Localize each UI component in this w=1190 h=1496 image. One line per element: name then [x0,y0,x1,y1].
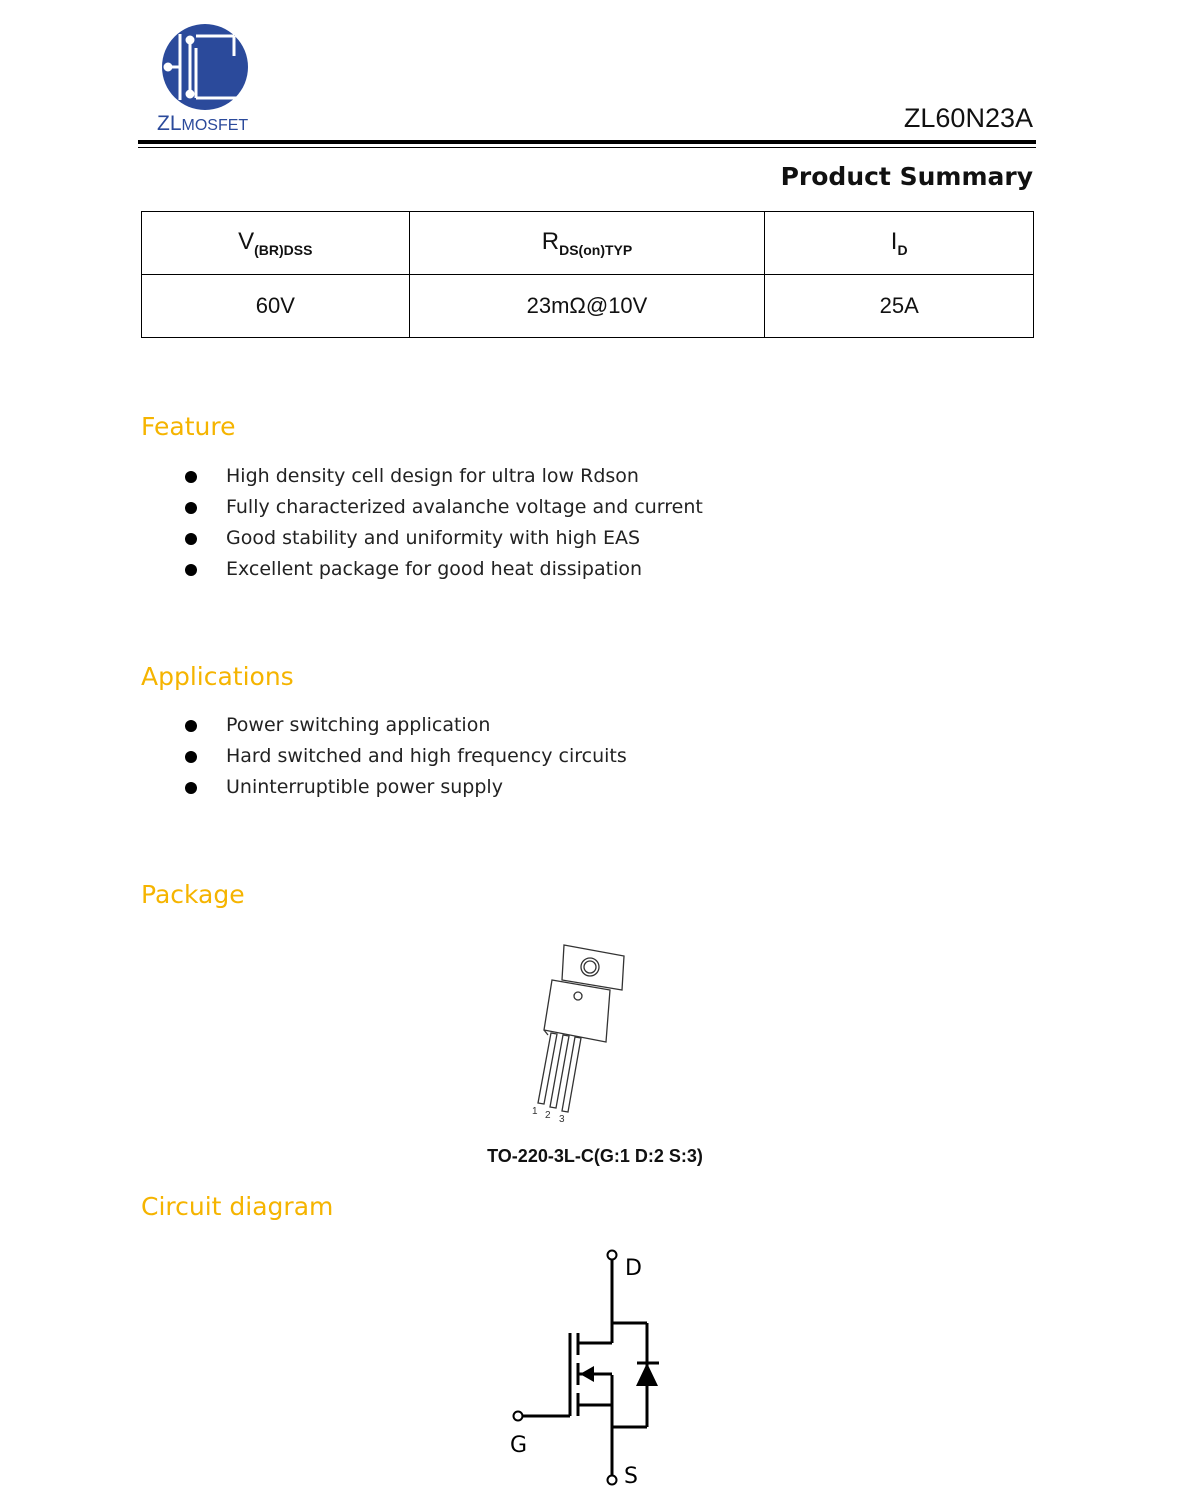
header-rule-thick [138,140,1036,144]
part-number: ZL60N23A [903,103,1033,133]
circuit-diagram-title: Circuit diagram [141,1192,334,1221]
value-cell-vbrdss: 60V [142,275,410,338]
logo-text-big: ZL [157,112,182,135]
pin-number-3: 3 [559,1114,565,1125]
header-cell-vbrdss: $V_{(BR)DSS}$ [142,212,410,275]
package-title: Package [141,880,245,909]
pin-number-2: 2 [545,1110,551,1121]
header-rule-thin [138,147,1036,148]
bullet-icon [185,471,197,483]
mosfet-circuit-symbol [500,1245,680,1490]
table-value-row [142,275,1034,338]
package-caption: TO-220-3L-C(G:1 D:2 S:3) [487,1146,703,1166]
bullet-icon [185,782,197,794]
feature-title: Feature [141,412,236,441]
product-summary-title: Product Summary [780,162,1033,191]
source-label: S [624,1464,638,1489]
list-item: High density cell design for ultra low Rdson [182,461,703,492]
bullet-icon [185,502,197,514]
logo-wordmark [157,112,248,136]
gate-label: G [510,1433,528,1458]
pin-number-1: 1 [532,1106,538,1117]
bullet-icon [185,751,197,763]
bullet-icon [185,720,197,732]
value-cell-id: 25A [765,275,1034,338]
bullet-icon [185,564,197,576]
applications-title: Applications [141,662,294,691]
list-item: Hard switched and high frequency circuits [182,741,627,772]
list-item: Good stability and uniformity with high EAS [182,523,703,554]
drain-label: D [625,1256,642,1281]
value-cell-rdson: 23mΩ@10V [409,275,765,338]
table-header-row [142,212,1034,275]
bullet-icon [185,533,197,545]
header-cell-id: $I_D$ [765,212,1034,275]
to220-package-illustration [528,938,638,1126]
logo-text-small: MOSFET [181,117,249,134]
list-item: Uninterruptible power supply [182,772,627,803]
feature-list [182,461,703,585]
list-item: Excellent package for good heat dissipation [182,554,703,585]
list-item: Power switching application [182,710,627,741]
header-cell-rdson: $R_{DS(on)TYP}$ [409,212,765,275]
list-item: Fully characterized avalanche voltage and current [182,492,703,523]
product-summary-table [141,211,1034,338]
applications-list [182,710,627,803]
